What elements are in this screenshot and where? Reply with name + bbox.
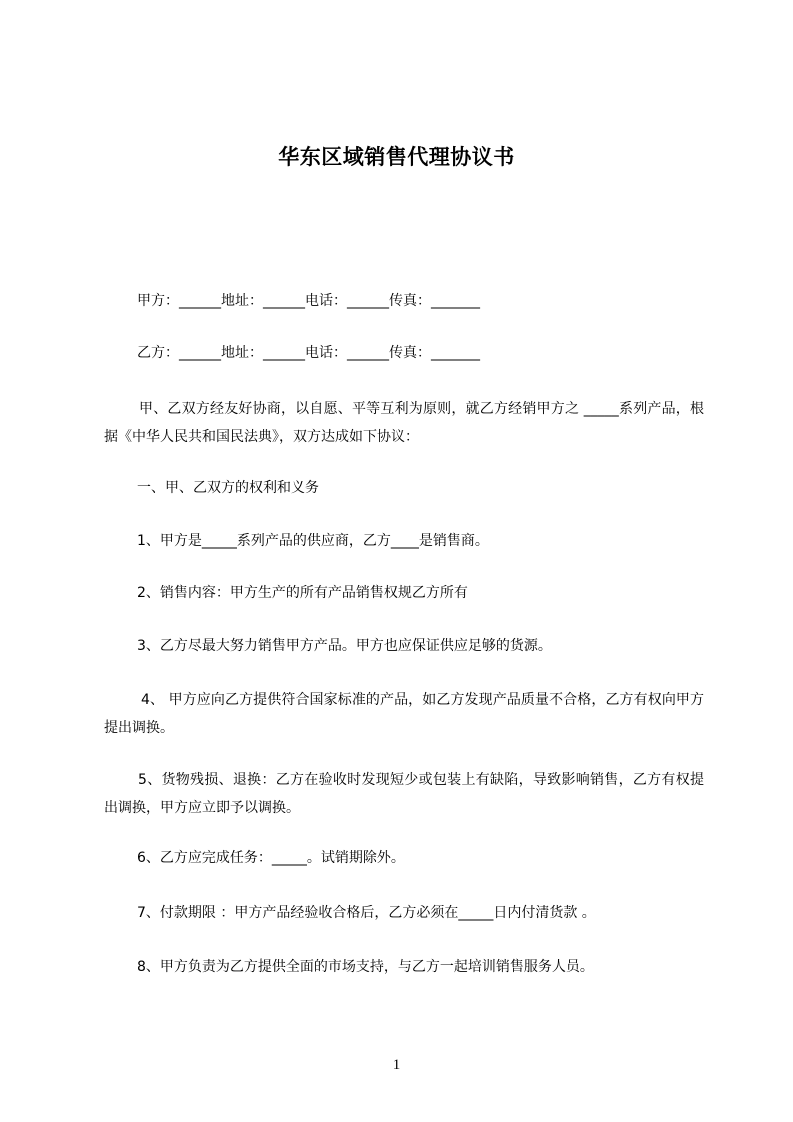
clause-3: 3、乙方尽最大努力销售甲方产品。甲方也应保证供应足够的货源。 [137, 638, 552, 654]
preamble-paragraph: 甲、乙双方经友好协商，以自愿、平等互利为原则，就乙方经销甲方之 _____系列产品，根据《中华人民共和国民法典》，双方达成如下协议： [104, 401, 704, 445]
clause-4: 4、 甲方应向乙方提供符合国家标准的产品，如乙方发现产品质量不合格，乙方有权向甲方提出调换。 [104, 692, 704, 736]
section-1-heading: 一、甲、乙双方的权利和义务 [137, 480, 319, 496]
clause-5: 5、货物残损、退换：乙方在验收时发现短少或包装上有缺陷，导致影响销售，乙方有权提出调换，甲方应立即予以调换。 [104, 772, 704, 816]
party-b-info: 乙方：______地址：______电话：______传真：_______ [137, 345, 480, 361]
clause-7: 7、付款期限 ：甲方产品经验收合格后，乙方必须在_____日内付清货款 。 [137, 905, 596, 921]
clause-8: 8、甲方负责为乙方提供全面的市场支持，与乙方一起培训销售服务人员。 [137, 959, 594, 975]
clause-2: 2、销售内容：甲方生产的所有产品销售权规乙方所有 [137, 585, 468, 601]
page-number: 1 [392, 1057, 401, 1073]
clause-1: 1、甲方是_____系列产品的供应商，乙方____是销售商。 [137, 533, 489, 549]
document-title: 华东区域销售代理协议书 [278, 145, 515, 169]
party-a-info: 甲方：______地址：______电话：______传真：_______ [137, 293, 480, 309]
clause-6: 6、乙方应完成任务：_____。试销期除外。 [137, 850, 405, 866]
